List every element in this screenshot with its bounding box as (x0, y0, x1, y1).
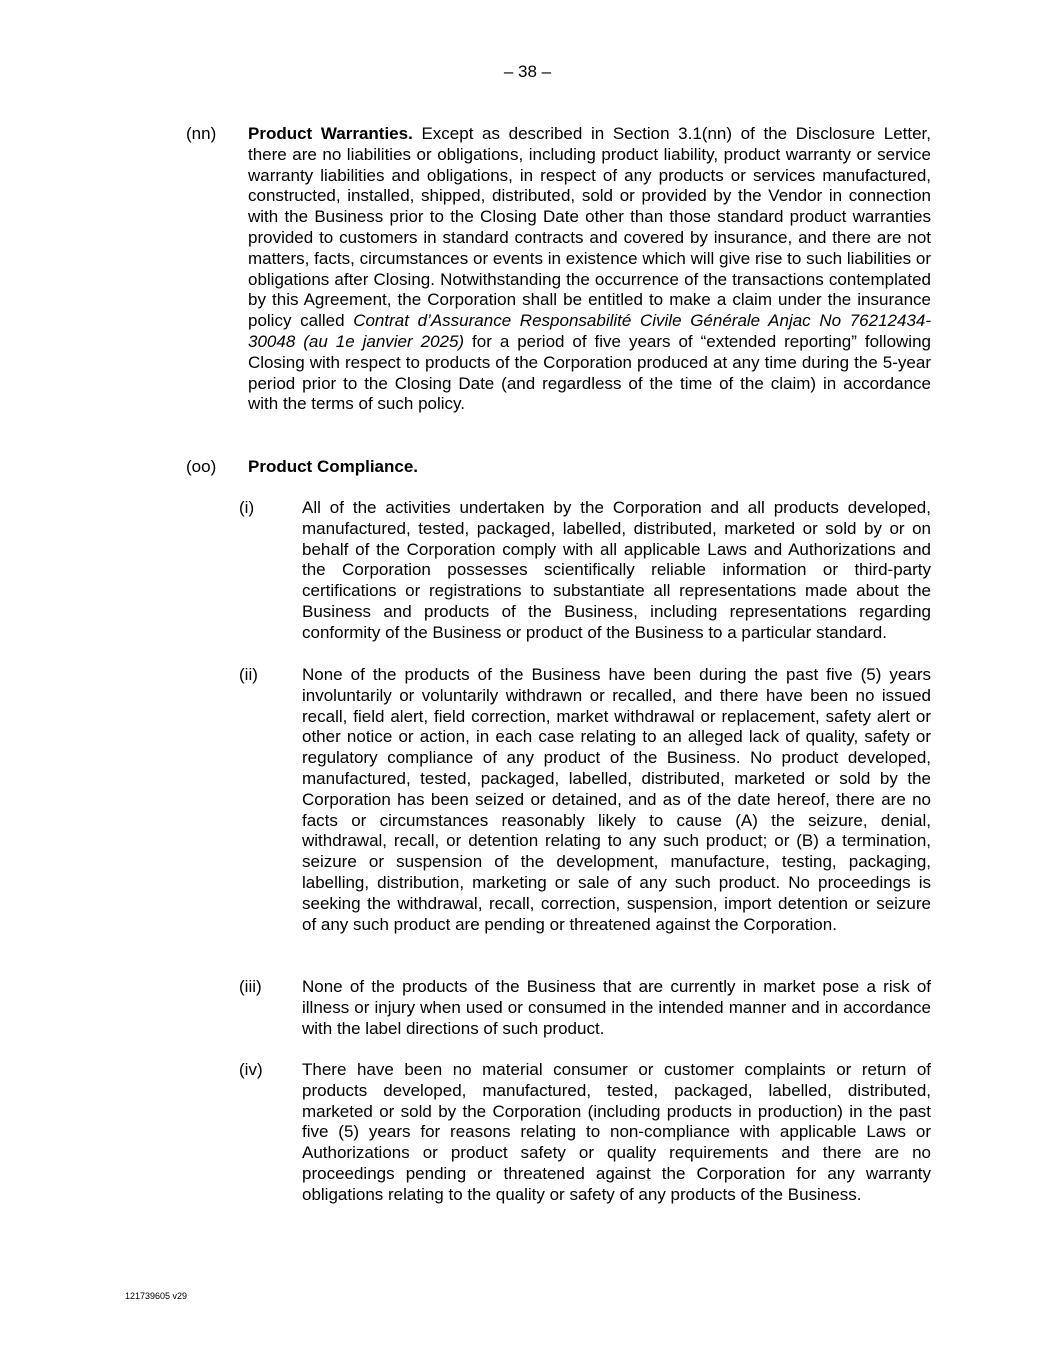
subsection-iii (239, 977, 931, 1043)
page-number: – 38 – (503, 62, 552, 81)
document-id: 121739605 v29 (125, 1291, 188, 1301)
subsection-ii (239, 665, 931, 960)
subsection-i (239, 498, 931, 648)
section-oo-body (248, 457, 931, 478)
section-oo-product-compliance (186, 457, 931, 481)
subsection-ii-label: (ii) (239, 665, 258, 684)
subsection-iv-label: (iv) (239, 1060, 263, 1079)
section-nn-label: (nn) (186, 124, 217, 143)
subsection-iv (239, 1060, 931, 1210)
section-nn-policy-name: Contrat d’Assurance Responsabilité Civile Générale Anjac No 76212434-30048 (au 1e janvier 2025) (248, 311, 932, 351)
subsection-iv-text: There have been no material consumer or customer complaints or return of products developed, manufactured, tested, packaged, labelled, distributed, marketed or sold by the Corporation (including products in production) in the past five (5) years for reasons relating to non-compliance with applicable Laws or Authorizations or product safety or quality requirements and there are no proceedings pending or threatened against the Corporation for any warranty obligations relating to the quality or safety of any products of the Business. (302, 1060, 931, 1204)
subsection-iii-label: (iii) (239, 977, 262, 996)
subsection-iii-text: None of the products of the Business that are currently in market pose a risk of illness or injury when used or consumed in the intended manner and in accordance with the label directions of such product. (302, 977, 931, 1038)
section-nn-product-warranties (186, 124, 931, 444)
section-nn-title: Product Warranties. (248, 124, 413, 143)
subsection-i-label: (i) (239, 498, 255, 517)
section-nn-body (248, 124, 931, 415)
section-nn-text-a: Except as described in Section 3.1(nn) of the Disclosure Letter, there are no liabilities or obligations, including product liability, product warranty or service warranty liabilities and obligations, in respect of any products or services manufactured, constructed, installed, shipped, distributed, sold or provided by the Vendor in connection with the Business prior to the Closing Date other than those standard product warranties provided to customers in standard contracts and covered by insurance, and there are not matters, facts, circumstances or events in existence which will give rise to such liabilities or obligations after Closing. Notwithstanding the occurrence of the transactions contemplated by this Agreement, the Corporation shall be entitled to make a claim under the insurance policy called (248, 124, 931, 331)
section-nn-text-b: for a period of five years of “extended reporting” following Closing with respect to products of the Corporation produced at any time during the 5-year period prior to the Closing Date (and regardless of the time of the claim) in accordance with the terms of such policy. (248, 331, 931, 414)
subsection-ii-text: None of the products of the Business have been during the past five (5) years involuntarily or voluntarily withdrawn or recalled, and there have been no issued recall, field alert, field correction, market withdrawal or replacement, safety alert or other notice or action, in each case relating to an alleged lack of quality, safety or regulatory compliance of any product of the Business. No product developed, manufactured, tested, packaged, labelled, distributed, marketed or sold by the Corporation has been seized or detained, and as of the date hereof, there are no facts or circumstances reasonably likely to cause (A) the seizure, denial, withdrawal, recall, or detention relating to any such product; or (B) a termination, seizure or suspension of the development, manufacture, testing, packaging, labelling, distribution, marketing or sale of any such product. No proceedings is seeking the withdrawal, recall, correction, suspension, import detention or seizure of any such product are pending or threatened against the Corporation. (302, 665, 931, 934)
section-oo-label: (oo) (186, 457, 217, 476)
section-oo-title: Product Compliance. (248, 457, 419, 476)
subsection-i-text: All of the activities undertaken by the Corporation and all products developed, manufactured, tested, packaged, labelled, distributed, marketed or sold by or on behalf of the Corporation comply with all applicable Laws and Authorizations and the Corporation possesses scientifically reliable information or third-party certifications or registrations to substantiate all representations made about the Business and products of the Business, including representations regarding conformity of the Business or product of the Business to a particular standard. (302, 498, 931, 642)
